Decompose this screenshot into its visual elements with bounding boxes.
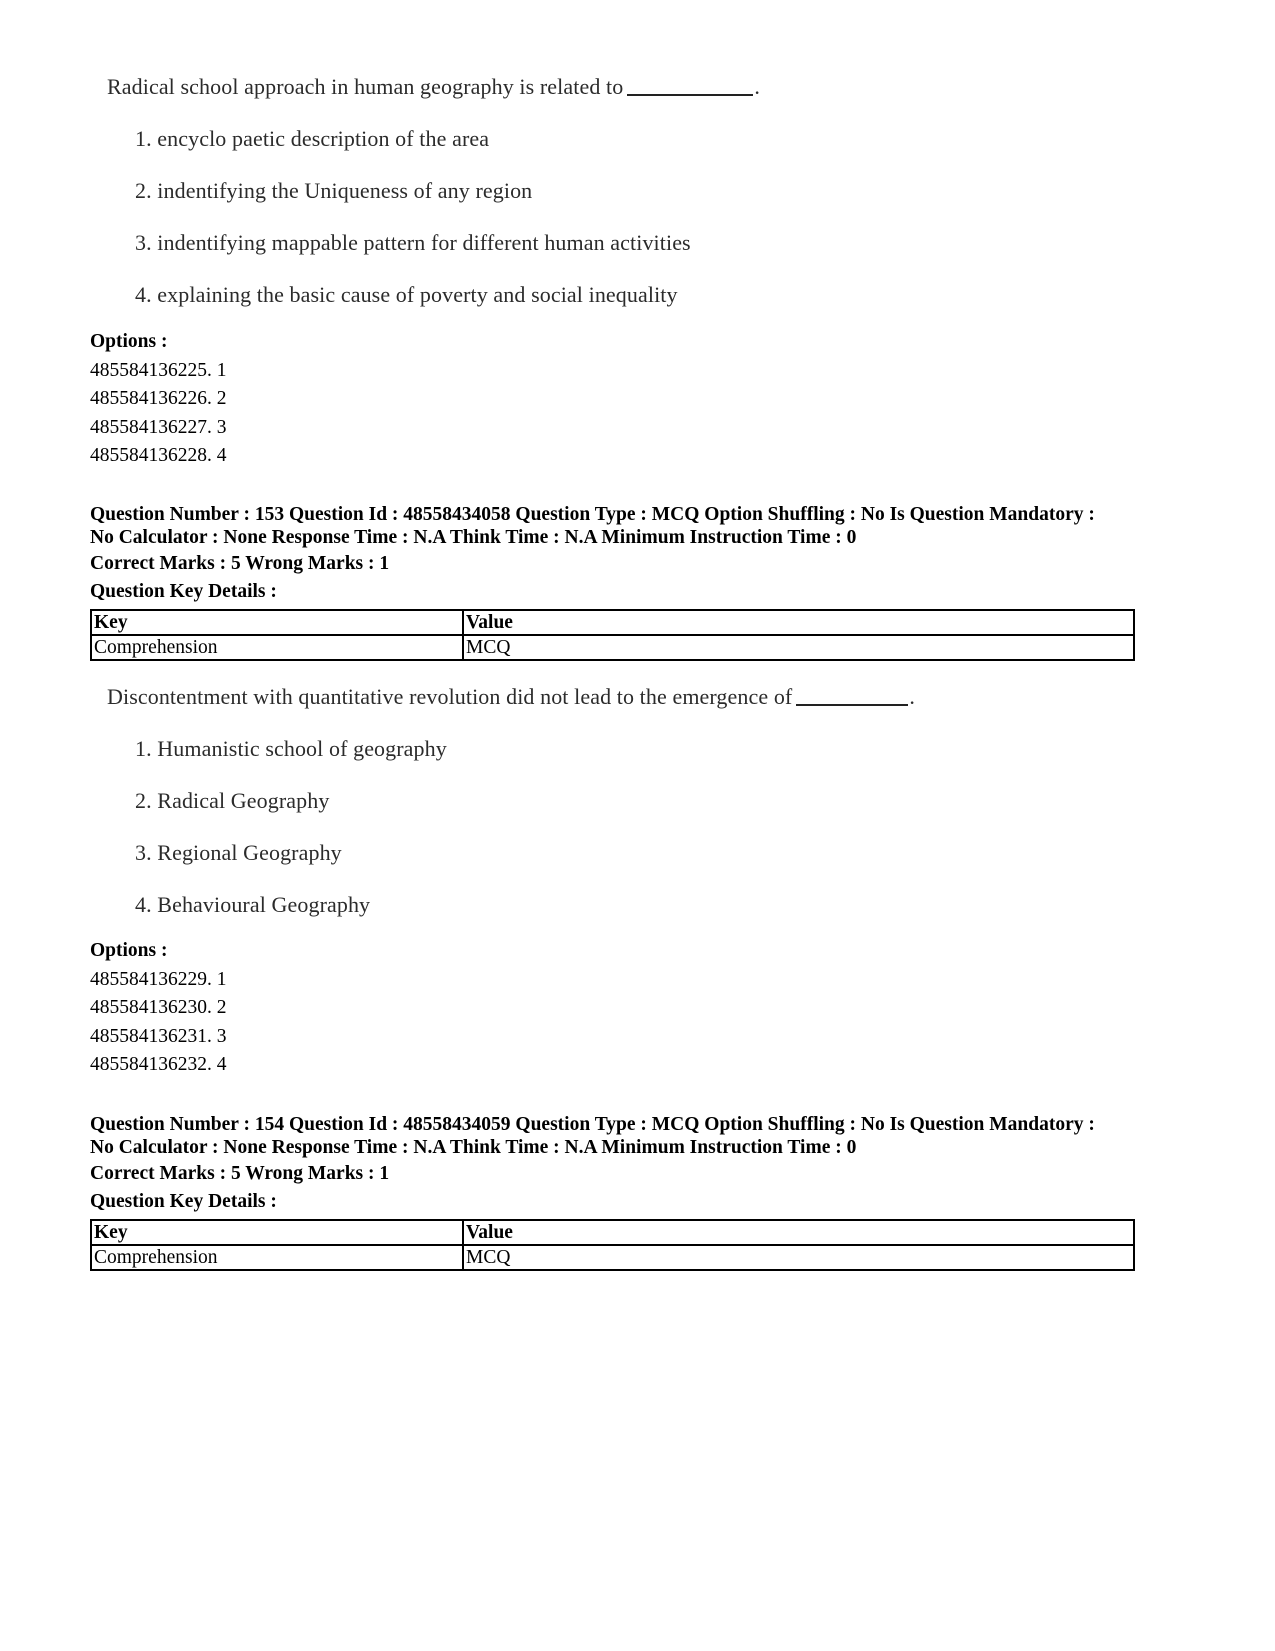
option-4: 485584136228. 4 [90, 445, 227, 466]
question-153-meta [90, 503, 1200, 549]
choice-3: 3. indentifying mappable pattern for different human activities [135, 230, 691, 255]
meta-line-2: No Calculator : None Response Time : N.A Think Time : N.A Minimum Instruction Time : 0 [90, 527, 857, 548]
choice-1: 1. encyclo paetic description of the area [135, 126, 490, 151]
options-block [90, 937, 227, 1080]
question-154-meta [90, 1113, 1200, 1159]
marks: Correct Marks : 5 Wrong Marks : 1 [90, 553, 390, 574]
cell-value: MCQ [463, 1245, 1134, 1270]
option-3: 485584136227. 3 [90, 416, 227, 438]
question-152-stem-image [107, 74, 827, 314]
option-1: 485584136229. 1 [90, 968, 227, 990]
table-header-row [91, 610, 1134, 635]
table-row [91, 1245, 1134, 1270]
choice-3: 3. Regional Geography [135, 840, 342, 865]
choice-2: 2. Radical Geography [135, 788, 330, 813]
option-1: 485584136225. 1 [90, 359, 227, 381]
marks: Correct Marks : 5 Wrong Marks : 1 [90, 1163, 390, 1184]
key-details-label: Question Key Details : [90, 1191, 277, 1212]
choice-2: 2. indentifying the Uniqueness of any region [135, 178, 533, 203]
option-2: 485584136226. 2 [90, 388, 227, 409]
header-key: Key [91, 1220, 463, 1245]
question-stem: Radical school approach in human geography is related to . [107, 74, 760, 99]
choice-1: 1. Humanistic school of geography [135, 736, 447, 761]
cell-key: Comprehension [91, 1245, 463, 1270]
meta-line-1: Question Number : 154 Question Id : 48558434059 Question Type : MCQ Option Shuffling : No Is Question Mandatory : [90, 1114, 1095, 1135]
choice-4: 4. explaining the basic cause of poverty and social inequality [135, 282, 678, 307]
key-details-label: Question Key Details : [90, 581, 277, 602]
options-label: Options : [90, 331, 168, 352]
header-value: Value [463, 1220, 1134, 1245]
cell-value: MCQ [463, 635, 1134, 660]
question-153-stem-image [107, 684, 957, 924]
header-key: Key [91, 610, 463, 635]
meta-line-1: Question Number : 153 Question Id : 48558434058 Question Type : MCQ Option Shuffling : No Is Question Mandatory : [90, 504, 1095, 525]
meta-line-2: No Calculator : None Response Time : N.A Think Time : N.A Minimum Instruction Time : 0 [90, 1137, 857, 1158]
key-details-table [90, 609, 1135, 661]
table-header-row [91, 1220, 1134, 1245]
option-2: 485584136230. 2 [90, 997, 227, 1018]
option-3: 485584136231. 3 [90, 1025, 227, 1047]
options-block [90, 328, 227, 471]
cell-key: Comprehension [91, 635, 463, 660]
choice-4: 4. Behavioural Geography [135, 892, 371, 917]
option-4: 485584136232. 4 [90, 1054, 227, 1075]
options-label: Options : [90, 940, 168, 961]
header-value: Value [463, 610, 1134, 635]
question-stem: Discontentment with quantitative revolution did not lead to the emergence of . [107, 684, 915, 709]
table-row [91, 635, 1134, 660]
key-details-table [90, 1219, 1135, 1271]
